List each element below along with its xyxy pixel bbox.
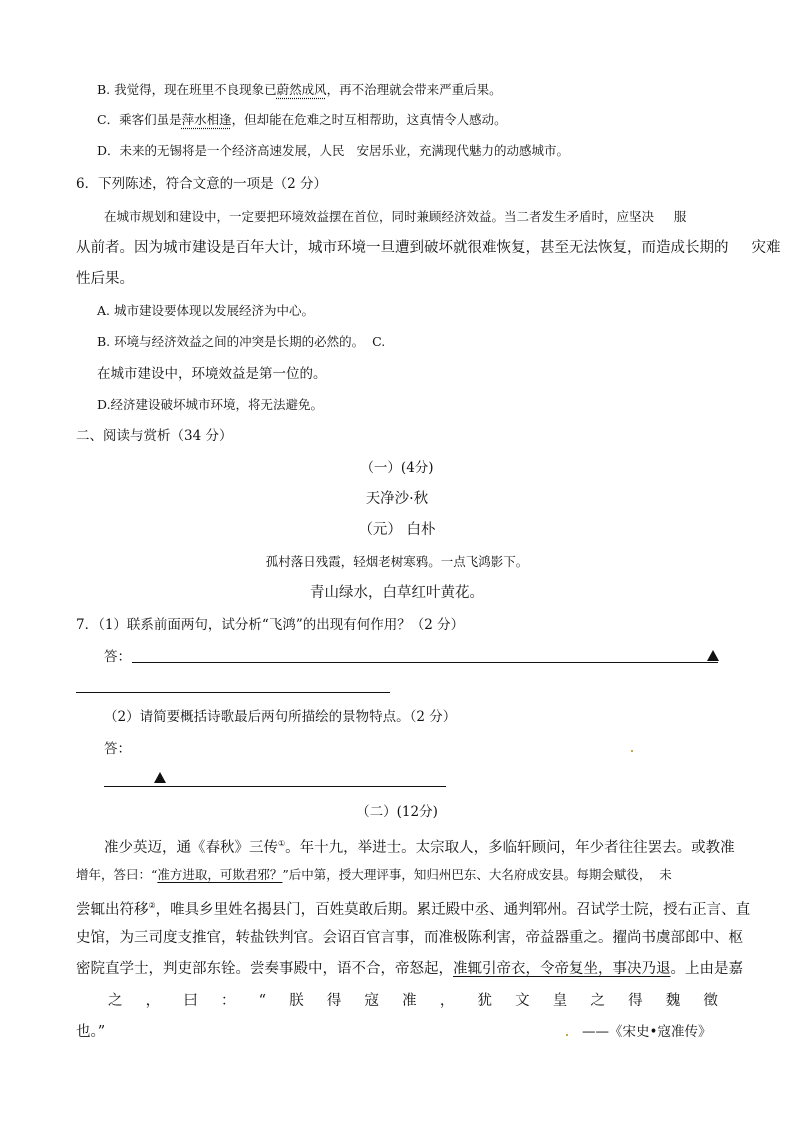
passage-char: 得 <box>628 993 643 1009</box>
q6-option-c: 在城市建设中，环境效益是第一位的。 <box>97 366 327 382</box>
passage-char: 徵 <box>703 993 718 1009</box>
passage-line-5-text: 密院直学士，判吏部东铨。尝奏事殿中，语不合，帝怒起， <box>76 961 453 977</box>
speck-mark <box>631 750 633 752</box>
poem-author: （元） 白朴 <box>358 522 436 538</box>
poem-line-2: 青山绿水，白草红叶黄花。 <box>310 585 484 601</box>
q5-option-b-rest: ，再不治理就会带来严重后果。 <box>326 82 502 97</box>
q6-stem: 6．下列陈述，符合文意的一项是（2 分） <box>76 176 327 192</box>
speck-mark <box>566 1034 568 1036</box>
q6-passage-line-1: 在城市规划和建设中，一定要把环境效益摆在首位，同时兼顾经济效益。当二者发生矛盾时，应坚决 服 <box>104 209 687 224</box>
passage-line-2-rest: ”后中第，授大理评事，知归州巴东、大名府成安县。每期会赋役， 未 <box>282 867 672 882</box>
passage-char: 朕 <box>289 993 304 1009</box>
passage-char: 得 <box>326 993 342 1009</box>
poem-title: 天净沙·秋 <box>365 491 429 507</box>
q7-part-2: （2）请简要概括诗歌最后两句所描绘的景物特点。（2 分） <box>104 709 457 725</box>
answer-line-1a[interactable] <box>132 662 718 663</box>
q6-option-d: D.经济建设破坏城市环境，将无法避免。 <box>97 397 324 412</box>
answer-label-1: 答： <box>104 649 131 665</box>
answer-label-2: 答： <box>104 741 131 757</box>
poem-line-1: 孤村落日残霞，轻烟老树寒鸦。一点飞鸿影下。 <box>265 554 529 569</box>
q5-option-c-text: C．乘客们虽是 <box>97 112 182 127</box>
footnote-marker-2: ② <box>148 901 156 910</box>
passage-line-4: 史馆，为三司度支推官，转盐铁判官。会诏百官言事，而准极陈利害，帝益器重之。擢尚书虞部郎中、枢 <box>76 930 743 946</box>
passage-line-1-text: 准少英迈，通《春秋》三传 <box>104 839 278 856</box>
footnote-marker-1: ① <box>278 839 286 848</box>
q7-part-1: 7．（1）联系前面两句，试分析“飞鸿”的出现有何作用？（2 分） <box>76 617 465 633</box>
triangle-marker-icon <box>154 772 166 783</box>
q5-option-c-rest: ，但却能在危难之时互相帮助，这真情令人感动。 <box>231 112 507 127</box>
answer-line-2[interactable] <box>104 786 446 787</box>
section-2-title: 二、阅读与赏析（34 分） <box>76 428 233 444</box>
q5-option-c-idiom: 萍水相逢 <box>181 112 232 127</box>
passage-line-2-text: 增年，答曰：“ <box>76 867 158 882</box>
part-2-header: （二）(12分) <box>356 804 438 820</box>
passage-char: ， <box>145 993 161 1009</box>
q6-option-a: A. 城市建设要体现以发展经济为中心。 <box>97 303 314 318</box>
passage-char: 之 <box>108 993 123 1009</box>
passage-line-3 <box>76 897 750 919</box>
passage-line-6 <box>108 992 718 1010</box>
answer-line-1b[interactable] <box>76 692 390 693</box>
passage-line-5-rest: 。上由是嘉 <box>670 961 743 977</box>
passage-line-7: 也。” <box>76 1024 106 1040</box>
passage-char: 曰 <box>183 993 198 1009</box>
passage-line-3-rest: ，唯具乡里姓名揭县门，百姓莫敢后期。累迁殿中丞、通判郓州。召试学士院，授右正言、直 <box>155 901 751 918</box>
q6-option-b: B. 环境与经济效益之间的冲突是长期的必然的。 C. <box>97 334 386 349</box>
q6-passage-line-2: 从前者。因为城市建设是百年大计，城市环境一旦遭到破坏就很难恢复，甚至无法恢复，而造成长期的 灾难 <box>76 240 781 256</box>
q5-option-b-idiom: 蔚然成风 <box>276 82 327 97</box>
q5-option-d: D．未来的无锡将是一个经济高速发展，人民 安居乐业，充满现代魅力的动感城市。 <box>97 143 569 158</box>
passage-line-3-text: 尝辄出符移 <box>76 901 149 918</box>
q5-option-b-text: B. 我觉得，现在班里不良现象已 <box>97 82 277 97</box>
passage-char: 文 <box>515 993 530 1009</box>
passage-char: 之 <box>590 993 605 1009</box>
passage-char: 寇 <box>364 993 380 1009</box>
passage-char: 准 <box>402 993 417 1009</box>
passage-char: 犹 <box>477 993 492 1009</box>
q6-passage-line-3: 性后果。 <box>76 271 134 287</box>
part-1-header: （一）(4分) <box>360 460 434 476</box>
passage-line-2 <box>76 866 672 884</box>
passage-line-1-rest: 。年十九，举进士。太宗取人，多临轩顾问，年少者往往罢去。或教准 <box>285 839 735 856</box>
passage-source: ——《宋史•寇准传》 <box>582 1024 712 1040</box>
passage-char: “ <box>258 993 267 1009</box>
q5-option-c <box>97 111 507 129</box>
triangle-marker-icon <box>707 650 719 661</box>
passage-char: 皇 <box>552 993 568 1009</box>
passage-underlined-sentence-2: 准辄引帝衣，令帝复坐，事决乃退 <box>453 961 671 977</box>
passage-char: ， <box>439 993 455 1009</box>
passage-char: ： <box>220 993 236 1009</box>
passage-line-5 <box>76 960 743 978</box>
passage-underlined-sentence-1: 准方进取，可欺君邪？ <box>157 867 283 882</box>
passage-char: 魏 <box>665 993 681 1009</box>
q5-option-b <box>97 81 502 99</box>
passage-line-1 <box>104 835 735 857</box>
